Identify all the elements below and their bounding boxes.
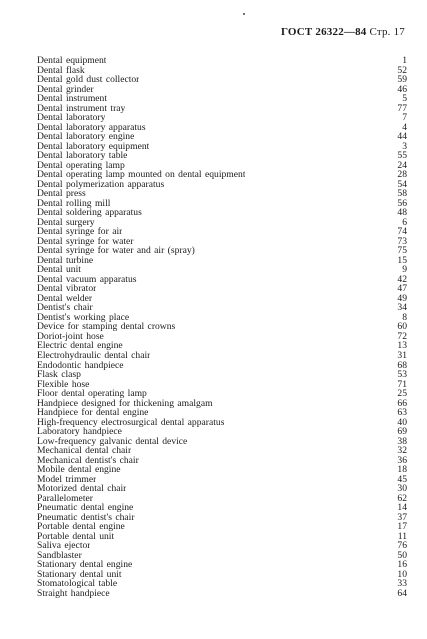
index-term-number: 53 <box>397 369 407 381</box>
index-term-number: 74 <box>397 226 407 238</box>
index-term-number: 64 <box>397 587 407 599</box>
index-term: Mechanical dental chair <box>37 446 132 456</box>
index-entry <box>37 456 407 466</box>
index-term-number: 3 <box>402 140 407 152</box>
index-term: Dental welder <box>37 293 93 304</box>
term-index-list <box>37 56 407 598</box>
index-entry <box>37 484 407 494</box>
index-entry <box>37 503 407 513</box>
index-entry <box>37 218 407 228</box>
index-term: Handpiece for dental engine <box>37 408 149 418</box>
index-term-number: 71 <box>397 378 407 390</box>
index-term: Laboratory handpiece <box>37 427 122 437</box>
index-term: Dental gold dust collector <box>37 75 140 85</box>
index-term-number: 60 <box>397 321 407 333</box>
index-entry <box>37 189 407 199</box>
index-term-number: 17 <box>397 521 407 533</box>
index-entry <box>37 151 407 161</box>
index-term-number: 34 <box>397 302 407 314</box>
index-entry <box>37 551 407 561</box>
index-term-number: 9 <box>402 264 407 276</box>
index-entry <box>37 351 407 361</box>
index-term: Dentist's chair <box>37 303 93 313</box>
index-term-number: 38 <box>397 435 407 447</box>
index-term-number: 8 <box>402 311 407 323</box>
index-term: Electric dental engine <box>37 341 123 351</box>
index-term-number: 62 <box>397 492 407 504</box>
index-term-number: 4 <box>402 121 407 133</box>
index-term: Device for stamping dental crowns <box>37 322 176 332</box>
index-entry <box>37 208 407 218</box>
index-entry <box>37 132 407 142</box>
index-entry <box>37 513 407 523</box>
index-term: Dental rolling mill <box>37 198 111 209</box>
index-entry <box>37 265 407 275</box>
index-term-number: 15 <box>397 254 407 266</box>
index-entry <box>37 123 407 133</box>
index-entry <box>37 589 407 599</box>
index-entry <box>37 532 407 542</box>
index-term: Electrohydraulic dental chair <box>37 350 151 361</box>
index-term: Dental syringe for water <box>37 236 134 247</box>
index-term: High-frequency electrosurgical dental apparatus <box>37 417 225 428</box>
index-term: Dental flask <box>37 65 85 76</box>
index-term-number: 40 <box>397 416 407 428</box>
index-term: Doriot-joint hose <box>37 331 104 342</box>
index-term-number: 69 <box>397 426 407 438</box>
index-term-number: 14 <box>397 502 407 514</box>
index-term-number: 63 <box>397 407 407 419</box>
index-term-number: 24 <box>397 159 407 171</box>
index-term-number: 36 <box>397 454 407 466</box>
index-term: Dental instrument tray <box>37 103 126 114</box>
index-term-number: 18 <box>397 464 407 476</box>
index-term: Dental turbine <box>37 255 94 266</box>
index-entry <box>37 94 407 104</box>
index-term-number: 77 <box>397 102 407 114</box>
index-term-number: 72 <box>397 330 407 342</box>
index-term: Endodontic handpiece <box>37 360 124 371</box>
index-term: Pneumatic dentist's chair <box>37 512 135 523</box>
index-entry <box>37 437 407 447</box>
index-term-number: 7 <box>402 112 407 124</box>
index-term-number: 59 <box>397 74 407 86</box>
index-term-number: 55 <box>397 150 407 162</box>
index-term: Parallelometer <box>37 493 93 504</box>
index-term: Dental operating lamp <box>37 160 125 171</box>
index-term-number: 76 <box>397 540 407 552</box>
index-term: Mechanical dentist's chair <box>37 455 139 466</box>
index-entry <box>37 275 407 285</box>
index-term: Stomatological table <box>37 579 118 589</box>
print-speck <box>243 13 245 15</box>
index-term-number: 31 <box>397 349 407 361</box>
index-entry <box>37 199 407 209</box>
index-entry <box>37 399 407 409</box>
index-term: Stationary dental unit <box>37 569 122 580</box>
index-term: Dental laboratory <box>37 113 106 123</box>
index-term: Dental polymerization apparatus <box>37 179 165 190</box>
index-entry <box>37 75 407 85</box>
index-entry <box>37 408 407 418</box>
index-term: Dental vacuum apparatus <box>37 274 137 285</box>
index-entry <box>37 66 407 76</box>
index-term-number: 47 <box>397 283 407 295</box>
index-entry <box>37 465 407 475</box>
index-term: Dental syringe for air <box>37 227 123 237</box>
index-term-number: 33 <box>397 578 407 590</box>
index-term: Portable dental unit <box>37 531 115 542</box>
index-entry <box>37 541 407 551</box>
index-term: Dental press <box>37 189 86 199</box>
index-term: Dental laboratory table <box>37 151 128 161</box>
index-term-number: 30 <box>397 483 407 495</box>
index-term: Handpiece designed for thickening amalgam <box>37 398 213 409</box>
index-entry <box>37 294 407 304</box>
index-term-number: 28 <box>397 169 407 181</box>
index-term: Portable dental engine <box>37 522 125 532</box>
index-term: Dental surgery <box>37 217 95 228</box>
index-term-number: 49 <box>397 292 407 304</box>
index-term-number: 58 <box>397 188 407 200</box>
index-entry <box>37 227 407 237</box>
index-entry <box>37 579 407 589</box>
index-term-number: 52 <box>397 64 407 76</box>
index-entry <box>37 170 407 180</box>
index-term: Dental vibrator <box>37 284 97 294</box>
index-entry <box>37 341 407 351</box>
index-term: Low-frequency galvanic dental device <box>37 436 188 447</box>
index-entry <box>37 361 407 371</box>
index-term: Dental grinder <box>37 84 94 95</box>
page-header <box>281 26 405 38</box>
standard-number: ГОСТ 26322—84 <box>280 26 367 38</box>
index-entry <box>37 56 407 66</box>
index-term-number: 5 <box>402 93 407 105</box>
index-term: Pneumatic dental engine <box>37 503 134 513</box>
index-term-number: 54 <box>397 178 407 190</box>
index-term: Dental equipment <box>37 56 107 66</box>
index-term-number: 73 <box>397 235 407 247</box>
index-term-number: 16 <box>397 559 407 571</box>
index-term: Dentist's working place <box>37 312 130 323</box>
index-term-number: 66 <box>397 397 407 409</box>
index-term: Dental instrument <box>37 94 108 104</box>
index-entry <box>37 284 407 294</box>
index-entry <box>37 303 407 313</box>
index-entry <box>37 104 407 114</box>
index-term: Dental laboratory equipment <box>37 141 150 152</box>
index-term: Floor dental operating lamp <box>37 389 147 399</box>
index-entry <box>37 113 407 123</box>
index-term-number: 56 <box>397 197 407 209</box>
index-term: Stationary dental engine <box>37 560 133 570</box>
index-entry <box>37 237 407 247</box>
index-entry <box>37 380 407 390</box>
index-term-number: 50 <box>397 549 407 561</box>
index-term: Dental unit <box>37 265 81 275</box>
index-term-number: 1 <box>402 55 407 66</box>
index-entry <box>37 161 407 171</box>
index-entry <box>37 389 407 399</box>
index-term-number: 25 <box>397 388 407 400</box>
index-term: Saliva ejector <box>37 541 91 551</box>
index-entry <box>37 370 407 380</box>
index-term-number: 37 <box>397 511 407 523</box>
index-term: Dental laboratory engine <box>37 132 135 142</box>
index-entry <box>37 494 407 504</box>
index-term: Dental syringe for water and air (spray) <box>37 246 195 256</box>
index-term-number: 45 <box>397 473 407 485</box>
index-entry <box>37 560 407 570</box>
index-term-number: 10 <box>397 568 407 580</box>
index-term: Dental operating lamp mounted on dental equipment <box>37 170 246 180</box>
index-term-number: 68 <box>397 359 407 371</box>
index-term-number: 32 <box>397 445 407 457</box>
index-entry <box>37 256 407 266</box>
index-term: Flask clasp <box>37 370 81 380</box>
index-term-number: 6 <box>402 216 407 228</box>
index-term: Sandblaster <box>37 550 82 561</box>
index-entry <box>37 85 407 95</box>
index-entry <box>37 322 407 332</box>
index-entry <box>37 570 407 580</box>
index-term-number: 44 <box>397 131 407 143</box>
page-number-label: Стр. 17 <box>369 26 405 38</box>
index-term-number: 42 <box>397 273 407 285</box>
index-term: Model trimmer <box>37 474 97 485</box>
index-entry <box>37 332 407 342</box>
index-entry <box>37 475 407 485</box>
index-entry <box>37 142 407 152</box>
index-entry <box>37 446 407 456</box>
index-entry <box>37 246 407 256</box>
index-term: Dental laboratory apparatus <box>37 122 146 133</box>
index-term: Motorized dental chair <box>37 484 127 494</box>
index-entry <box>37 180 407 190</box>
index-entry <box>37 427 407 437</box>
index-term-number: 48 <box>397 207 407 219</box>
index-term: Mobile dental engine <box>37 465 121 475</box>
index-term-number: 11 <box>397 530 407 542</box>
index-term: Flexible hose <box>37 379 90 390</box>
index-term-number: 46 <box>397 83 407 95</box>
index-term: Straight handpiece <box>37 588 110 599</box>
index-entry <box>37 522 407 532</box>
index-entry <box>37 313 407 323</box>
index-term-number: 13 <box>397 340 407 352</box>
index-term: Dental soldering apparatus <box>37 208 142 218</box>
index-entry <box>37 418 407 428</box>
index-term-number: 75 <box>397 245 407 257</box>
